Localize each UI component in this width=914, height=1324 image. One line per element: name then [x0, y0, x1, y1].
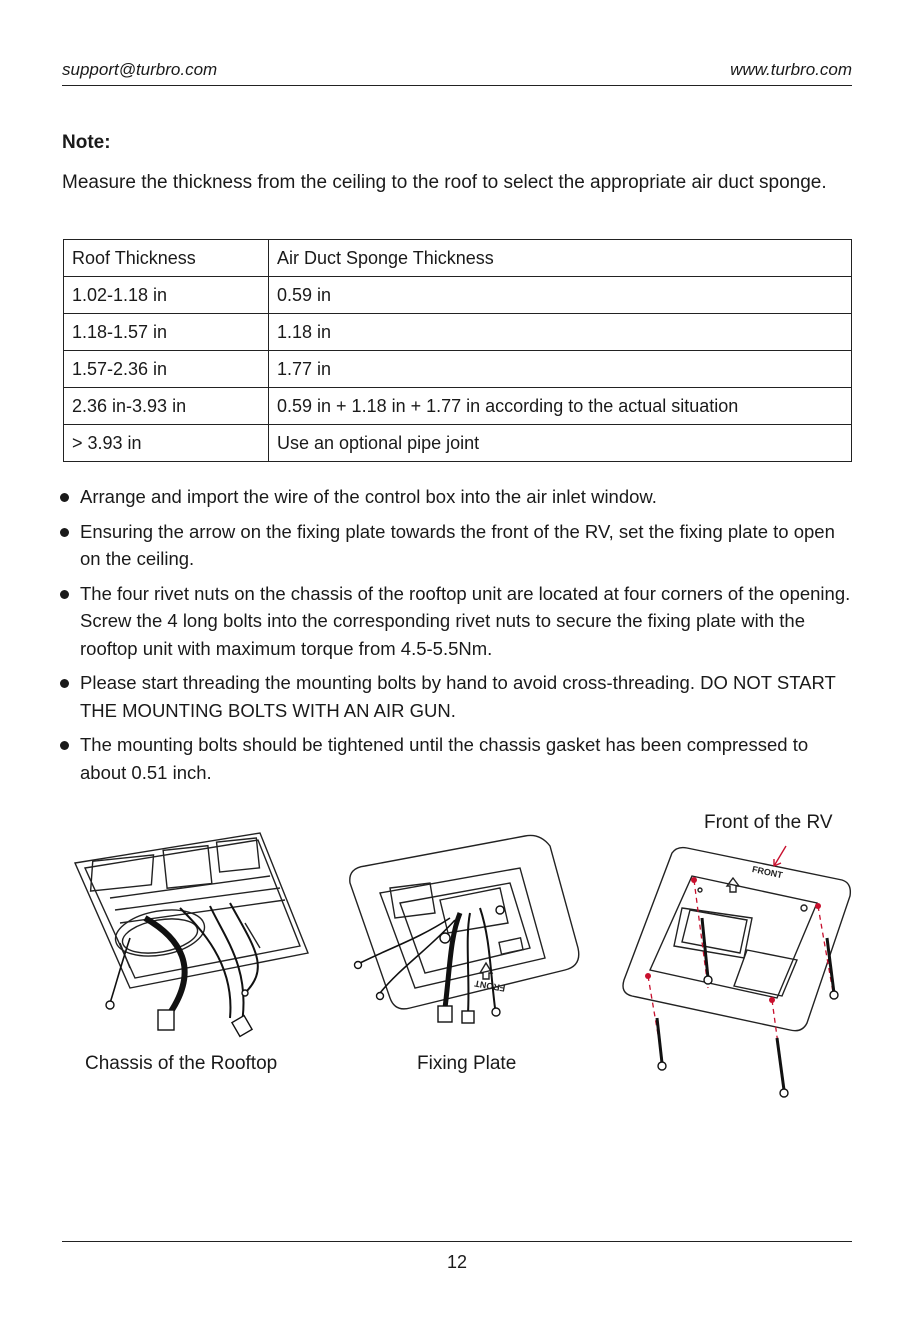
- fixing-plate-illustration: [340, 828, 585, 1028]
- footer-divider: [62, 1241, 852, 1242]
- support-email: support@turbro.com: [62, 60, 218, 79]
- page-header: [62, 60, 852, 86]
- note-text: Measure the thickness from the ceiling to the roof to select the appropriate air duct sponge.: [62, 172, 827, 193]
- table-row: [64, 277, 852, 314]
- bullet-icon: [60, 528, 69, 537]
- table-cell: 1.57-2.36 in: [64, 351, 269, 388]
- list-item: Please start threading the mounting bolts by hand to avoid cross-threading. DO NOT START THE MOUNTING BOLTS WITH AN AIR GUN.: [58, 669, 854, 724]
- assembly-front-text: FRONT: [751, 864, 784, 881]
- chassis-caption: Chassis of the Rooftop: [85, 1053, 278, 1074]
- table-row: [64, 388, 852, 425]
- table-cell: Use an optional pipe joint: [269, 425, 852, 462]
- table-cell: 0.59 in + 1.18 in + 1.77 in according to the actual situation: [269, 388, 852, 425]
- table-cell: 2.36 in-3.93 in: [64, 388, 269, 425]
- thickness-table: [63, 239, 852, 462]
- bullet-icon: [60, 741, 69, 750]
- table-header-row: [64, 240, 852, 277]
- plate-front-text: FRONT: [473, 978, 506, 994]
- list-item: The four rivet nuts on the chassis of the rooftop unit are located at four corners of the opening. Screw the 4 long bolts into the corresponding rivet nuts to secure the fixing plate with the rooftop unit with maximum torque from 4.5-5.5Nm.: [58, 580, 854, 663]
- table-cell: > 3.93 in: [64, 425, 269, 462]
- front-of-rv-label: Front of the RV: [704, 812, 833, 833]
- bullet-icon: [60, 493, 69, 502]
- table-row: [64, 425, 852, 462]
- list-item: Ensuring the arrow on the fixing plate towards the front of the RV, set the fixing plate to open on the ceiling.: [58, 518, 854, 573]
- table-cell: 0.59 in: [269, 277, 852, 314]
- chassis-illustration: [70, 828, 315, 1048]
- list-item: The mounting bolts should be tightened until the chassis gasket has been compressed to about 0.51 inch.: [58, 731, 854, 786]
- fixing-plate-caption: Fixing Plate: [417, 1053, 517, 1074]
- bullet-icon: [60, 590, 69, 599]
- assembly-illustration: [612, 838, 857, 1103]
- table-cell: 1.77 in: [269, 351, 852, 388]
- bullet-icon: [60, 679, 69, 688]
- instruction-list: [58, 483, 854, 793]
- website-url: www.turbro.com: [730, 60, 852, 79]
- page-number: 12: [446, 1252, 468, 1272]
- table-cell: 1.18 in: [269, 314, 852, 351]
- table-cell: 1.02-1.18 in: [64, 277, 269, 314]
- table-row: [64, 351, 852, 388]
- table-row: [64, 314, 852, 351]
- list-item: Arrange and import the wire of the control box into the air inlet window.: [58, 483, 854, 511]
- table-cell: 1.18-1.57 in: [64, 314, 269, 351]
- note-title: Note:: [62, 132, 111, 153]
- table-header-cell: Roof Thickness: [64, 240, 269, 277]
- table-header-cell: Air Duct Sponge Thickness: [269, 240, 852, 277]
